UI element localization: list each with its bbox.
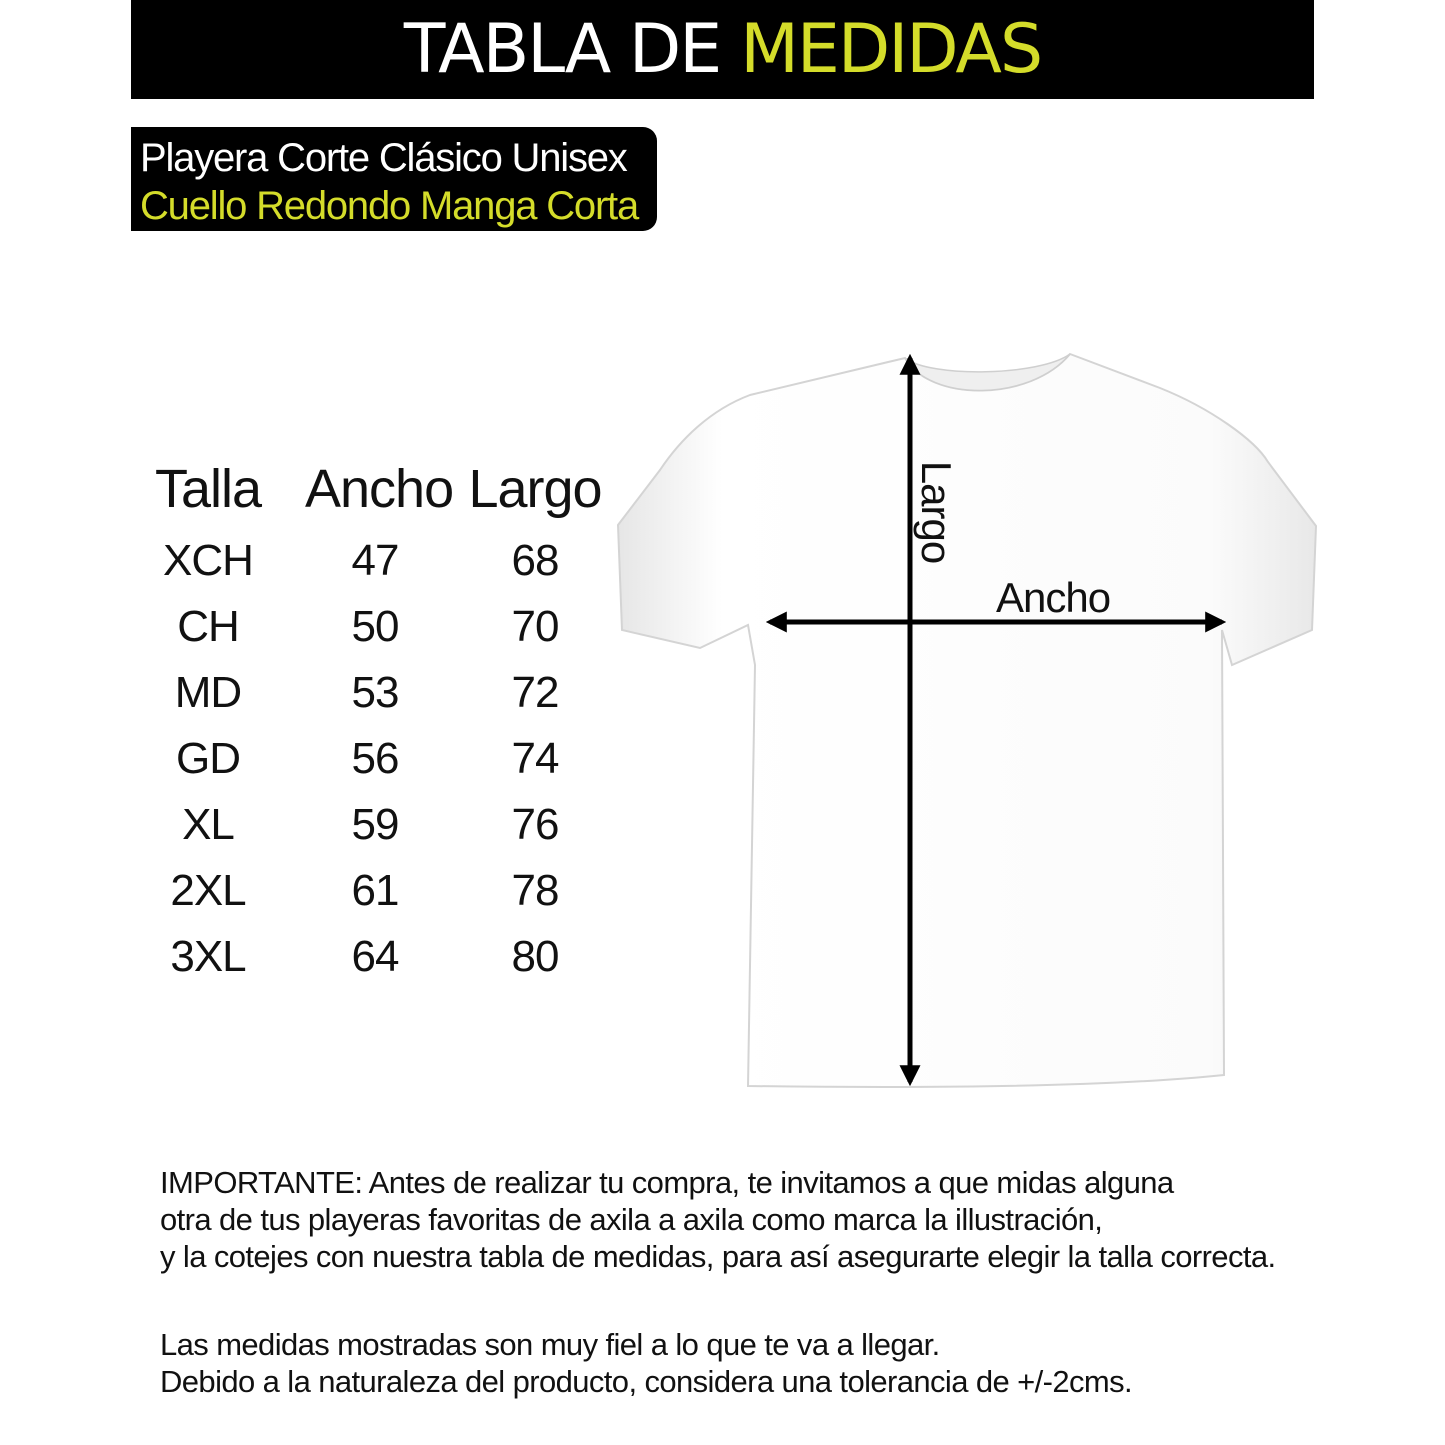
subtitle-line-2: Cuello Redondo Manga Corta [140,184,639,228]
important-note [160,1164,1276,1275]
disclaimer-line-1: Las medidas mostradas son muy fiel a lo que te va a llegar. [160,1327,940,1362]
important-line-1: IMPORTANTE: Antes de realizar tu compra, te invitamos a que midas alguna [160,1165,1174,1200]
table-row [140,866,610,926]
cell-width: 56 [351,734,399,783]
table-row [140,734,610,794]
cell-width: 53 [351,668,399,717]
cell-length: 80 [511,932,559,981]
cell-size: 3XL [170,932,246,981]
disclaimer-line-2: Debido a la naturaleza del producto, considera una tolerancia de +/-2cms. [160,1364,1133,1399]
table-row [140,932,610,992]
cell-size: CH [177,602,239,651]
header-largo: Largo [468,459,602,519]
title-banner [131,0,1314,99]
header-ancho: Ancho [305,459,454,519]
header-talla: Talla [154,459,262,519]
cell-width: 61 [351,866,399,915]
cell-length: 72 [511,668,559,717]
cell-width: 50 [351,602,399,651]
product-subtitle [131,127,657,231]
cell-length: 70 [511,602,559,651]
disclaimer-note [160,1326,1132,1400]
table-row [140,800,610,860]
cell-width: 47 [351,536,399,585]
table-row [140,668,610,728]
tshirt-diagram [600,330,1330,1100]
important-line-3: y la cotejes con nuestra tabla de medidas, para así asegurarte elegir la talla correcta. [160,1239,1276,1274]
cell-width: 59 [351,800,399,849]
cell-size: MD [174,668,242,717]
cell-size: XCH [163,536,253,585]
cell-size: 2XL [170,866,246,915]
table-row [140,536,610,596]
largo-label: Largo [913,460,961,564]
cell-size: GD [176,734,240,783]
page-title [403,9,1042,89]
important-line-2: otra de tus playeras favoritas de axila a axila como marca la illustración, [160,1202,1103,1237]
tshirt-shape [618,354,1316,1087]
title-highlight: MEDIDAS [740,9,1042,89]
subtitle-line-1: Playera Corte Clásico Unisex [140,136,627,180]
cell-length: 76 [511,800,559,849]
cell-length: 78 [511,866,559,915]
cell-length: 68 [511,536,559,585]
ancho-label: Ancho [996,574,1111,621]
title-plain: TABLA DE [403,9,721,89]
cell-size: XL [182,800,234,849]
cell-length: 74 [511,734,559,783]
cell-width: 64 [351,932,399,981]
table-row [140,602,610,662]
